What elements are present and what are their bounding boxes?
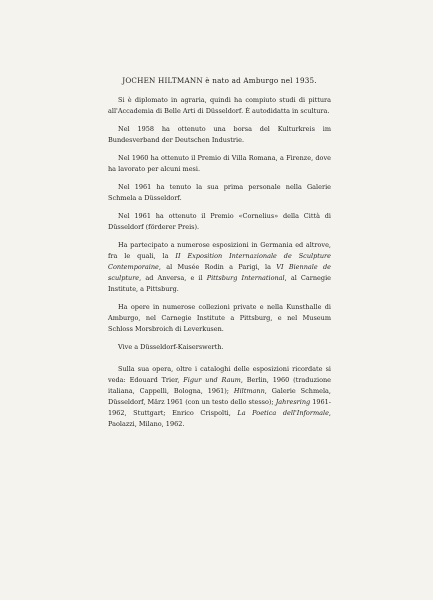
exhibitions-text-g: , al Carnegie Institute, a Pittsburg. [108,274,331,293]
exhibition-title-paris: II Exposition Internazionale de Sculpture Contemporaine [108,252,332,271]
exhibitions-text-e: , ad Anversa, e il [139,274,207,282]
bibliography-text-e: , Galerie Schmela, Düsseldorf, März 1961 (con un testo dello stesso); [108,387,331,406]
book-title-poetica: La Poetica dell'Informale [237,409,329,417]
document-page [108,76,331,437]
bibliography-text-i: , Paolazzi, Milano, 1962. [108,409,331,428]
journal-title-jahresring: Jahresring [275,398,311,406]
paragraph-1961-prize: Nel 1961 ha ottenuto il Premio «Cornelius» della Città di Düsseldorf (förderer Preis). [108,212,331,231]
page-title [108,76,331,85]
exhibition-title-antwerp: VI Biennale de sculpture [108,263,331,282]
title-rest: è nato ad Amburgo nel 1935. [202,76,317,85]
book-title-figur: Figur und Raum [183,376,241,384]
paragraph-1961-exhibition: Nel 1961 ha tenuto la sua prima personale nella Galerie Schmela a Düsseldorf. [108,183,331,202]
paragraph-education: Si è diplomato in agraria, quindi ha compiuto studi di pittura all'Accademia di Belle Arti di Düsseldorf. È autodidatta in scultura. [108,96,331,115]
paragraph-1960: Nel 1960 ha ottenuto il Premio di Villa Romana, a Firenze, dove ha lavorato per alcuni mesi. [108,154,331,173]
bibliography-text-c: , Berlin, 1960 (traduzione italiana, Cappelli, Bologna, 1961); [108,376,332,395]
paragraph-1958: Nel 1958 ha ottenuto una borsa del Kulturkreis im Bundesverband der Deutschen Industrie. [108,125,331,144]
bibliography-text-a: Sulla sua opera, oltre i cataloghi delle esposizioni ricordate si veda: Edouard Trier, [108,365,331,384]
paragraph-residence: Vive a Düsseldorf-Kaiserswerth. [118,343,224,351]
paragraph-bibliography [108,364,331,430]
exhibition-title-pittsburg: Pittsburg International [206,274,285,282]
artist-name: JOCHEN HILTMANN [122,76,203,85]
exhibitions-text-c: , al Musée Rodin a Parigi, la [158,263,277,271]
paragraph-exhibitions [108,240,331,295]
catalog-title-hiltmann: Hiltmann [233,387,265,395]
exhibitions-text-a: Ha partecipato a numerose esposizioni in Germania ed altrove, fra le quali, la [108,241,331,260]
paragraph-collections: Ha opere in numerose collezioni private e nella Kunsthalle di Amburgo, nel Carnegie Institute a Pittsburg, e nel Museum Schloss Morsbroich di Leverkusen. [108,303,331,333]
bibliography-text-g: 1961-1962, Stuttgart; Enrico Crispolti, [108,398,332,417]
